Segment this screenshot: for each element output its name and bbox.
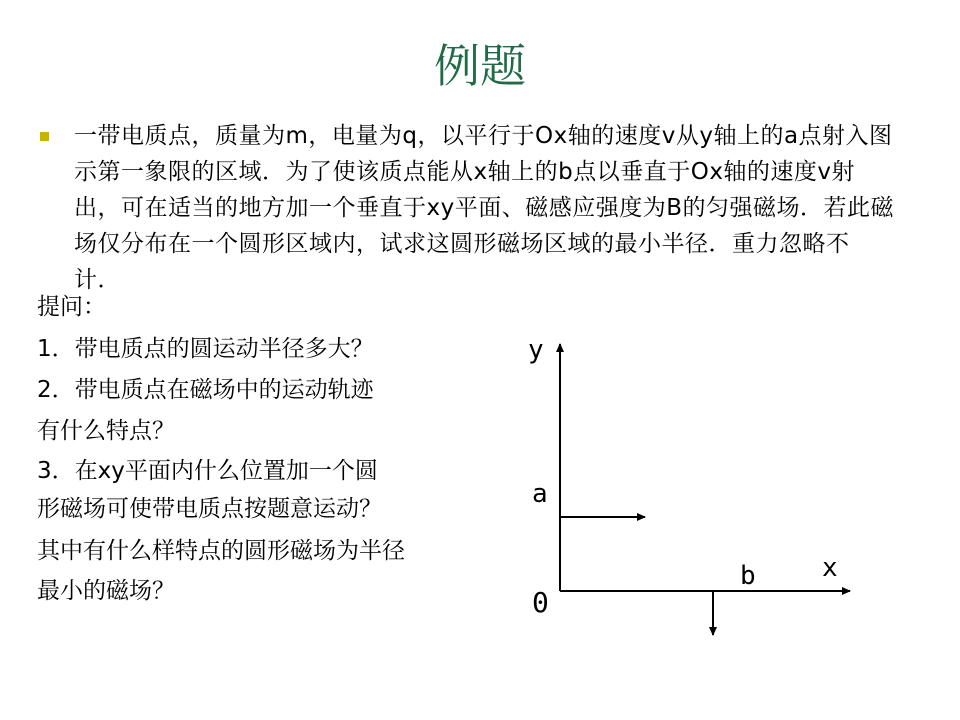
- point-b-label: b: [740, 561, 756, 591]
- bullet-square-icon: [40, 132, 49, 141]
- x-axis-label: x: [822, 553, 838, 583]
- point-a-label: a: [532, 479, 548, 509]
- question-line: 3．在xy平面内什么位置加一个圆: [37, 458, 378, 484]
- question-line: 1．带电质点的圆运动半径多大？: [37, 336, 374, 362]
- questions-heading: 提问：: [37, 294, 106, 320]
- question-line: 最小的磁场？: [37, 578, 175, 604]
- origin-label: 0: [532, 586, 549, 619]
- problem-statement: [36, 118, 896, 298]
- coordinate-diagram: [520, 330, 860, 640]
- problem-text: 一带电质点，质量为m，电量为q，以平行于Ox轴的速度v从y轴上的a点射入图示第一象限的区域．为了使该质点能从x轴上的b点以垂直于Ox轴的速度v射出，可在适当的地方加一个垂直于xy平面、磁感应强度为B的匀强磁场．若此磁场仅分布在一个圆形区域内，试求这圆形磁场区域的最小半径．重力忽略不计．: [74, 123, 895, 293]
- question-line: 形磁场可使带电质点按题意运动？: [37, 496, 382, 522]
- y-axis-label: y: [528, 335, 544, 365]
- question-line: 有什么特点？: [37, 418, 175, 444]
- question-line: 其中有什么样特点的圆形磁场为半径: [37, 538, 405, 564]
- question-line: 2．带电质点在磁场中的运动轨迹: [37, 377, 374, 403]
- slide-title: 例题: [434, 39, 526, 93]
